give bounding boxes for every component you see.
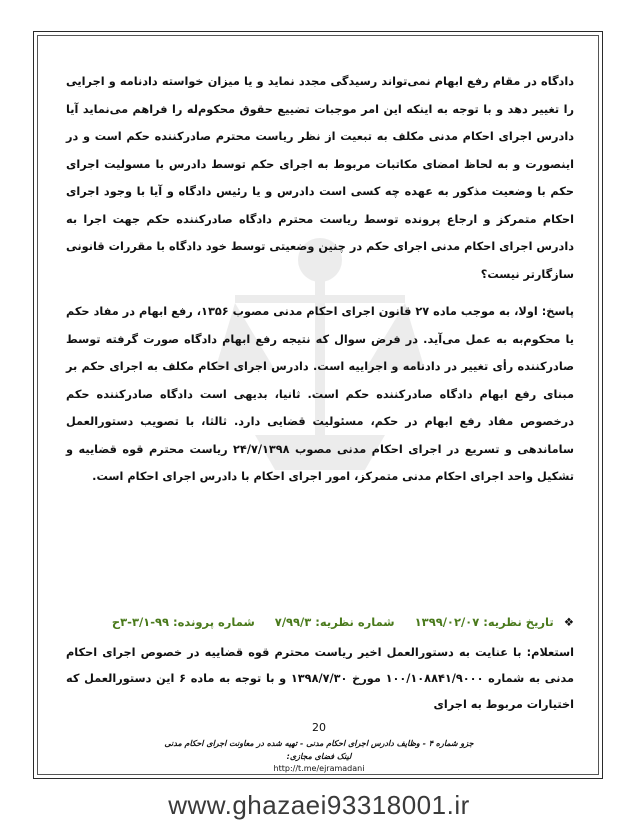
question-paragraph: دادگاه در مقام رفع ابهام نمی‌تواند رسیدگی مجدد نماید و یا میزان خواسته دادنامه و اجرایی را تغییر دهد و با توجه به اینکه این امر موجبات تضییع حقوق محکوم‌له را فراهم می‌نماید آیا دادرس اجرای احکام مدنی مکلف به تبعیت از نظر ریاست محترم صادرکننده حکم است و در اینصورت و به لحاظ امضای مکاتبات مربوط به اجرای حکم توسط دادرس با مسولیت اجرای حکم با وضعیت مذکور به عهده چه کسی است دادرس و یا رئیس دادگاه و آیا با وجود اجرای احکام متمرکز و ارجاع پرونده توسط ریاست محترم دادگاه صادرکننده حکم جهت اجرا به دادرس اجرای احکام مدنی اجرای حکم در چنین وضعیتی توسط خود دادگاه با مقررات قانونی سازگارتر نیست؟ bbox=[66, 75, 574, 281]
file-number-label: شماره پرونده: bbox=[173, 615, 255, 629]
inquiry-paragraph bbox=[66, 640, 574, 718]
site-watermark: www.ghazaei93318001.ir bbox=[168, 790, 470, 820]
bullet-icon: ❖ bbox=[563, 615, 574, 629]
page-number: 20 bbox=[312, 721, 326, 734]
inquiry-label: استعلام: bbox=[526, 646, 574, 659]
footer-link-label: لینک فضای مجازی: bbox=[286, 752, 352, 761]
opinion-number-label: شماره نظریه: bbox=[315, 615, 395, 629]
opinion-number-value: ۷/۹۹/۳ bbox=[274, 615, 312, 629]
footer-title: جزو شماره ۴ - وظایف دادرس اجرای احکام مدنی - تهیه شده در معاونت اجرای احکام مدنی bbox=[164, 739, 474, 748]
opinion-reference-line bbox=[66, 612, 574, 632]
file-number-value: ۹۹-۳/۱-۳ح bbox=[111, 615, 170, 629]
inquiry-text: با عنایت به دستورالعمل اخیر ریاست محترم قوه قضاییه در خصوص اجرای احکام مدنی به شماره ۱۰۰/۱۰۸۸۴۱/۹۰۰۰ مورخ ۱۳۹۸/۷/۳۰ و با توجه به ماده ۶ این دستورالعمل که اختیارات مربوط به اجرای bbox=[66, 646, 574, 711]
answer-text: اولا، به موجب ماده ۲۷ قانون اجرای احکام مدنی مصوب ۱۳۵۶، رفع ابهام در مفاد حکم یا محکوم‌به به عمل می‌آید. در فرض سوال که نتیجه رفع ابهام دادگاه صورت گرفته توسط صادرکننده رأی تغییر در دادنامه و اجراییه است. دادرس اجرای احکام مکلف به اجرای حکم بر مبنای رفع ابهام دادگاه صادرکننده حکم است. ثانیا، بدیهی است دادگاه صادرکننده حکم درخصوص مفاد رفع ابهام در حکم، مسئولیت قضایی دارد. ثالثا، با تصویب دستورالعمل ساماندهی و تسریع در اجرای احکام مدنی مصوب ۲۴/۷/۱۳۹۸ ریاست محترم قوه قضاییه و تشکیل واحد اجرای احکام مدنی متمرکز، امور اجرای احکام با دادرس اجرای احکام است. bbox=[66, 305, 574, 483]
document-body bbox=[66, 68, 574, 491]
date-label: تاریخ نظریه: bbox=[483, 615, 554, 629]
footer-link[interactable]: http://t.me/ejramadani bbox=[273, 764, 365, 773]
answer-label: پاسخ: bbox=[541, 305, 575, 318]
answer-paragraph bbox=[66, 298, 574, 491]
date-value: ۱۳۹۹/۰۲/۰۷ bbox=[414, 615, 480, 629]
